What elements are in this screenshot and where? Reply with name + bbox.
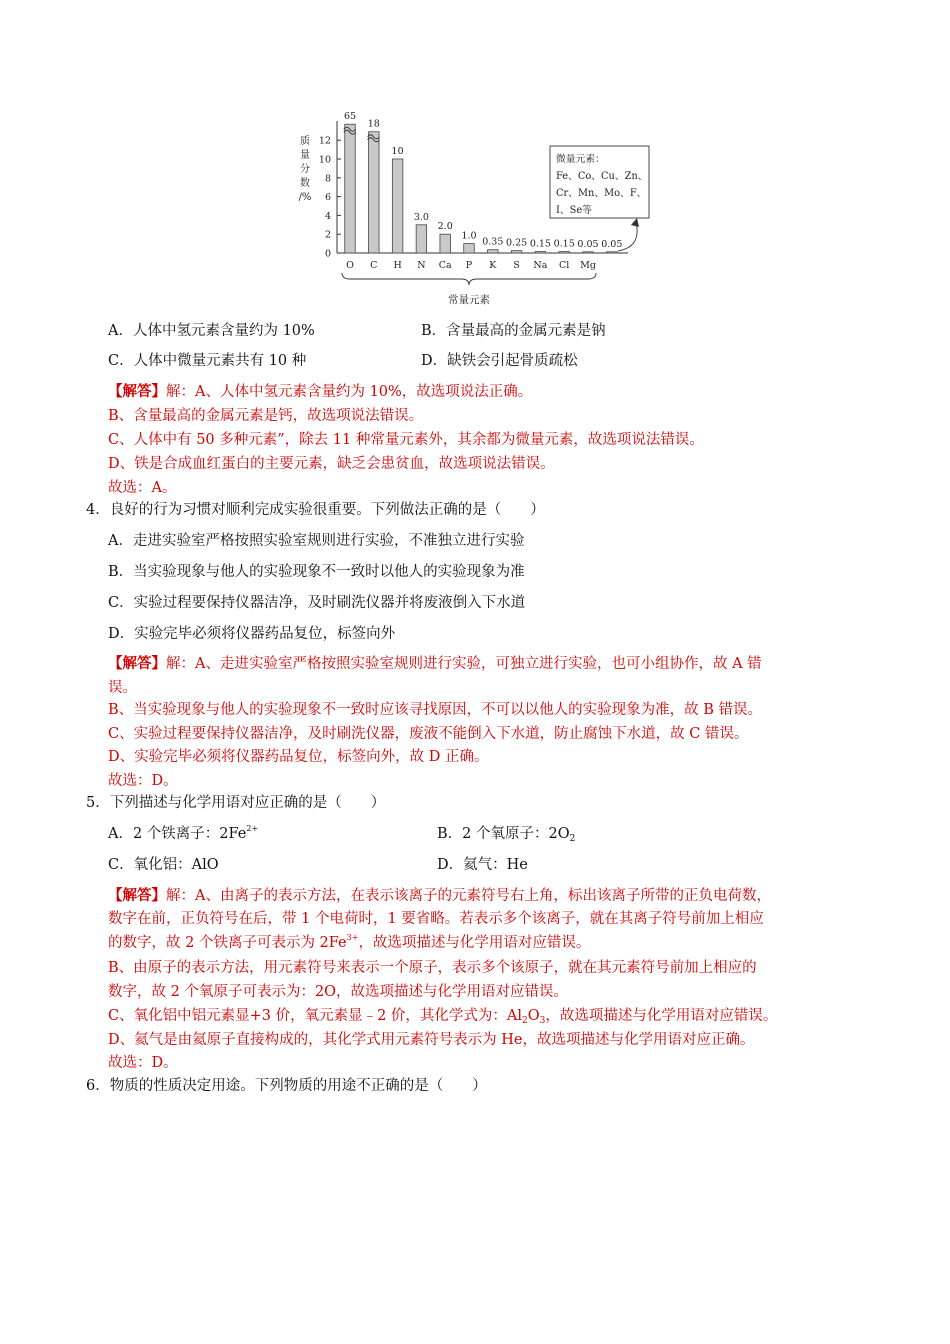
- q3-option-d: D．缺铁会引起骨质疏松: [421, 353, 578, 369]
- q5-answer-line-4: D、氦气是由氦原子直接构成的，其化学式用元素符号表示为 He，故选项描述与化学用语对应正确。: [108, 1032, 755, 1048]
- bar-Cl: [559, 252, 570, 253]
- bar-H: [392, 159, 403, 253]
- answer-text: 的数字，故 2 个铁离子可表示为 2Fe: [108, 935, 347, 951]
- subscript: 2: [522, 1016, 528, 1026]
- x-tick-label: P: [465, 260, 473, 271]
- q5-answer-line-2: B、由原子的表示方法，用元素符号来表示一个原子，表示多个该原子，就在其元素符号前加上相应的: [108, 960, 757, 976]
- y-axis-label-char: 数: [300, 178, 310, 189]
- value-label: 1.0: [461, 230, 477, 242]
- x-tick-label: N: [417, 260, 426, 271]
- bar-P: [464, 244, 475, 253]
- q6-stem: 6．物质的性质决定用途。下列物质的用途不正确的是（ ）: [86, 1078, 487, 1094]
- trace-box-line: 微量元素：: [556, 154, 605, 165]
- bar-O: [345, 124, 356, 253]
- y-tick-label: 6: [324, 192, 331, 204]
- x-tick-label: K: [489, 260, 497, 271]
- x-tick-label: H: [393, 260, 402, 271]
- q4-answer-line-3: C、实验过程要保持仪器洁净，及时刷洗仪器，废液不能倒入下水道，防止腐蚀下水道，故 C 错误。: [108, 726, 749, 742]
- q3-option-a: A．人体中氢元素含量约为 10%: [108, 323, 315, 339]
- y-tick-label: 8: [324, 173, 331, 185]
- value-label: 65: [343, 111, 357, 123]
- answer-text: ，故选项描述与化学用语对应错误。: [358, 935, 591, 951]
- answer-label: 【解答】: [108, 655, 166, 672]
- q3-answer-line-4: D、铁是合成血红蛋白的主要元素，缺乏会患贫血，故选项说法错误。: [108, 456, 555, 472]
- arrow-head-icon: [631, 218, 639, 227]
- q5-option-b-subscript: 2: [569, 834, 576, 844]
- q4-option-a: A．走进实验室严格按照实验室规则进行实验，不准独立进行实验: [108, 533, 525, 549]
- y-axis-label: [299, 134, 312, 203]
- y-axis-label-char: 量: [300, 150, 310, 161]
- y-axis-label-char: 质: [300, 136, 310, 147]
- q5-option-a: [108, 824, 258, 844]
- x-tick-label: S: [513, 260, 520, 271]
- bar-Na: [535, 252, 546, 253]
- q3-option-b: B．含量最高的金属元素是钠: [421, 323, 606, 339]
- q5-option-c: C．氧化铝：AlO: [108, 857, 219, 873]
- value-label: 0.05: [577, 238, 599, 250]
- answer-text: C、氧化铝中铝元素显+3 价，氧元素显﹣2 价，其化学式为：Al: [108, 1008, 523, 1024]
- x-tick-label: Na: [533, 260, 548, 271]
- trace-box-line: Cr、Mn、Mo、F、: [556, 188, 647, 199]
- value-label: 0.25: [506, 237, 528, 249]
- q4-option-d: D．实验完毕必须将仪器药品复位，标签向外: [108, 626, 396, 642]
- q5-option-b: [437, 824, 575, 844]
- value-label: 18: [367, 118, 380, 130]
- bar-trace: [607, 252, 618, 253]
- x-tick-label: Cl: [559, 260, 570, 271]
- y-axis-label-char: /%: [298, 192, 312, 203]
- bar-K: [488, 250, 499, 253]
- q5-answer-line-3: [108, 1006, 777, 1026]
- value-label: 3.0: [413, 211, 429, 223]
- q4-answer-line-1b: 误。: [108, 680, 137, 696]
- bar-S: [511, 251, 521, 253]
- x-tick-label: Ca: [438, 260, 452, 271]
- x-tick-labels: [346, 260, 596, 271]
- q3-option-c: C．人体中微量元素共有 10 种: [108, 353, 307, 369]
- q4-answer-line-5: 故选：D。: [108, 773, 178, 789]
- trace-box-line: Fe、Co、Cu、Zn、: [556, 171, 648, 182]
- q3-answer-line-2: B、含量最高的金属元素是钙，故选项说法错误。: [108, 408, 424, 424]
- value-label: 0.15: [529, 238, 551, 250]
- y-axis-label-char: 分: [300, 164, 310, 175]
- q4-stem: 4．良好的行为习惯对顺利完成实验很重要。下列做法正确的是（ ）: [86, 502, 545, 518]
- bracket-path: [342, 273, 596, 285]
- q5-option-a-text: A．2 个铁离子：2Fe: [108, 826, 247, 842]
- x-tick-label: Mg: [580, 260, 596, 271]
- value-label: 2.0: [437, 221, 453, 233]
- trace-elements-box: [550, 146, 649, 251]
- bar-Ca: [440, 234, 451, 253]
- charge-superscript: 3+: [346, 933, 359, 942]
- answer-text: 解：A、走进实验室严格按照实验室规则进行实验，可独立进行实验，也可小组协作，故 A 错: [166, 656, 762, 672]
- y-tick-label: 4: [324, 210, 331, 222]
- q5-answer-line-1c: [108, 933, 590, 953]
- constant-elements-bracket: [342, 273, 596, 306]
- bar-Mg: [583, 252, 594, 253]
- answer-label: 【解答】: [108, 887, 166, 904]
- x-tick-label: O: [346, 260, 354, 271]
- y-tick-label: 10: [318, 154, 331, 166]
- q5-option-d: D．氦气：He: [437, 857, 528, 873]
- q4-option-b: B．当实验现象与他人的实验现象不一致时以他人的实验现象为准: [108, 564, 525, 580]
- q5-answer-line-2b: 数字，故 2 个氧原子可表示为：2O，故选项描述与化学用语对应错误。: [108, 984, 569, 1000]
- q4-answer-line-4: D、实验完毕必须将仪器药品复位，标签向外，故 D 正确。: [108, 749, 489, 765]
- value-label: 10: [391, 146, 404, 157]
- q4-answer-line-1: [108, 654, 762, 674]
- value-label: 0.05: [601, 238, 623, 250]
- answer-text: 解：A、人体中氢元素含量约为 10%，故选项说法正确。: [166, 384, 533, 400]
- y-tick-label: 2: [324, 229, 331, 241]
- answer-text: O: [527, 1008, 540, 1024]
- trace-box-line: I、Se等: [556, 205, 592, 216]
- q5-answer-line-5: 故选：D。: [108, 1055, 178, 1071]
- q5-option-b-text: B．2 个氧原子：2O: [437, 826, 570, 842]
- x-tick-label: C: [370, 260, 378, 271]
- q3-answer-line-1: [108, 382, 532, 402]
- element-mass-fraction-chart: [290, 108, 660, 318]
- answer-text: ，故选项描述与化学用语对应错误。: [545, 1008, 778, 1024]
- answer-label: 【解答】: [108, 383, 166, 400]
- q5-option-a-charge: 2+: [246, 824, 259, 833]
- q4-answer-line-2: B、当实验现象与他人的实验现象不一致时应该寻找原因，不可以以他人的实验现象为准，故 B 错误。: [108, 702, 763, 718]
- q5-answer-line-1b: 数字在前，正负符号在后，带 1 个电荷时，1 要省略。若表示多个该离子，就在其离子符号前加上相应: [108, 911, 764, 927]
- q5-stem: 5．下列描述与化学用语对应正确的是（ ）: [86, 795, 386, 811]
- subscript: 3: [539, 1016, 546, 1026]
- q5-answer-line-1: [108, 886, 771, 906]
- value-label: 0.15: [553, 238, 575, 250]
- q3-answer-line-5: 故选：A。: [108, 480, 177, 496]
- answer-text: 解：A、由离子的表示方法，在表示该离子的元素符号右上角，标出该离子所带的正负电荷数，: [166, 888, 771, 904]
- value-label: 0.35: [482, 236, 504, 248]
- bar-C: [369, 132, 380, 253]
- y-tick-label: 0: [324, 248, 331, 260]
- bracket-label: 常量元素: [448, 294, 490, 306]
- y-tick-label: 12: [318, 135, 331, 147]
- q4-option-c: C．实验过程要保持仪器洁净，及时刷洗仪器并将废液倒入下水道: [108, 595, 526, 611]
- bar-N: [416, 225, 427, 253]
- q3-answer-line-3: C、人体中有 50 多种元素”，除去 11 种常量元素外，其余都为微量元素，故选项说法错误。: [108, 432, 704, 448]
